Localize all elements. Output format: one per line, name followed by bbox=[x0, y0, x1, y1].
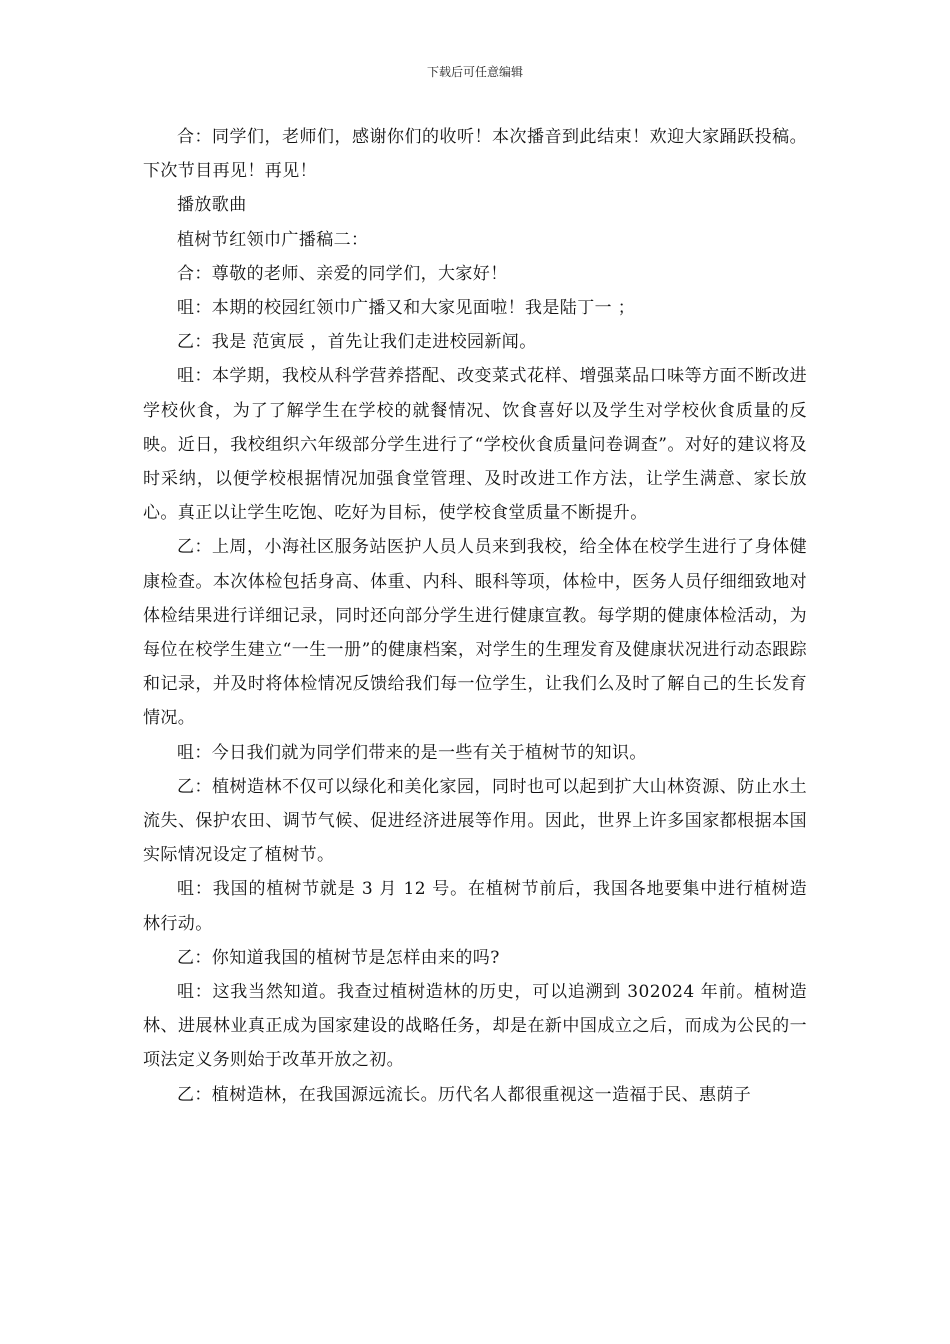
paragraph: 乙：植树造林，在我国源远流长。历代名人都很重视这一造福于民、惠荫子 bbox=[177, 1084, 752, 1105]
paragraph: 咀：这我当然知道。我查过植树造林的历史，可以追溯到 302024 年前。植树造林、进展林业真正成为国家建设的战略任务，却是在新中国成立之后，而成为公民的一项法定义务则始于改革开放之初。 bbox=[143, 982, 807, 1071]
paragraph: 乙：植树造林不仅可以绿化和美化家园，同时也可以起到扩大山林资源、防止水土流失、保护农田、调节气候、促进经济进展等作用。因此，世界上许多国家都根据本国实际情况设定了植树节。 bbox=[143, 776, 807, 866]
paragraph: 咀：本期的校园红领巾广播又和大家见面啦！我是陆丁一 ； bbox=[177, 298, 636, 319]
document-body bbox=[143, 120, 807, 1112]
paragraph: 合：尊敬的老师、亲爱的同学们，大家好！ bbox=[177, 263, 508, 284]
paragraph: 咀：本学期，我校从科学营养搭配、改变菜式花样、增强菜品口味等方面不断改进学校伙食，为了了解学生在学校的就餐情况、饮食喜好以及学生对学校伙食质量的反映。近日，我校组织六年级部分学生进行了“学校伙食质量问卷调查”。对好的建议将及时采纳，以便学校根据情况加强食堂管理、及时改进工作方法，让学生满意、家长放心。真正以让学生吃饱、吃好为目标，使学校食堂质量不断提升。 bbox=[143, 366, 807, 524]
paragraph: 播放歌曲 bbox=[177, 195, 247, 216]
paragraph: 乙：上周，小海社区服务站医护人员人员来到我校，给全体在校学生进行了身体健康检查。本次体检包括身高、体重、内科、眼科等项，体检中，医务人员仔细细致地对体检结果进行详细记录，同时还向部分学生进行健康宣教。每学期的健康体检活动，为每位在校学生建立“一生一册”的健康档案，对学生的生理发育及健康状况进行动态跟踪和记录，并及时将体检情况反馈给我们每一位学生，让我们么及时了解自己的生长发育情况。 bbox=[143, 537, 807, 729]
paragraph: 乙：你知道我国的植树节是怎样由来的吗? bbox=[177, 947, 500, 968]
section-title: 植树节红领巾广播稿二： bbox=[177, 229, 369, 250]
paragraph: 咀：今日我们就为同学们带来的是一些有关于植树节的知识。 bbox=[177, 742, 647, 763]
paragraph: 咀：我国的植树节就是 3 月 12 号。在植树节前后，我国各地要集中进行植树造林行动。 bbox=[143, 879, 807, 934]
paragraph: 合：同学们，老师们，感谢你们的收听！本次播音到此结束！欢迎大家踊跃投稿。下次节目再见！再见！ bbox=[143, 127, 807, 182]
paragraph: 乙：我是 范寅辰 ，首先让我们走进校园新闻。 bbox=[177, 332, 537, 353]
page-header: 下载后可任意编辑 bbox=[426, 65, 523, 79]
